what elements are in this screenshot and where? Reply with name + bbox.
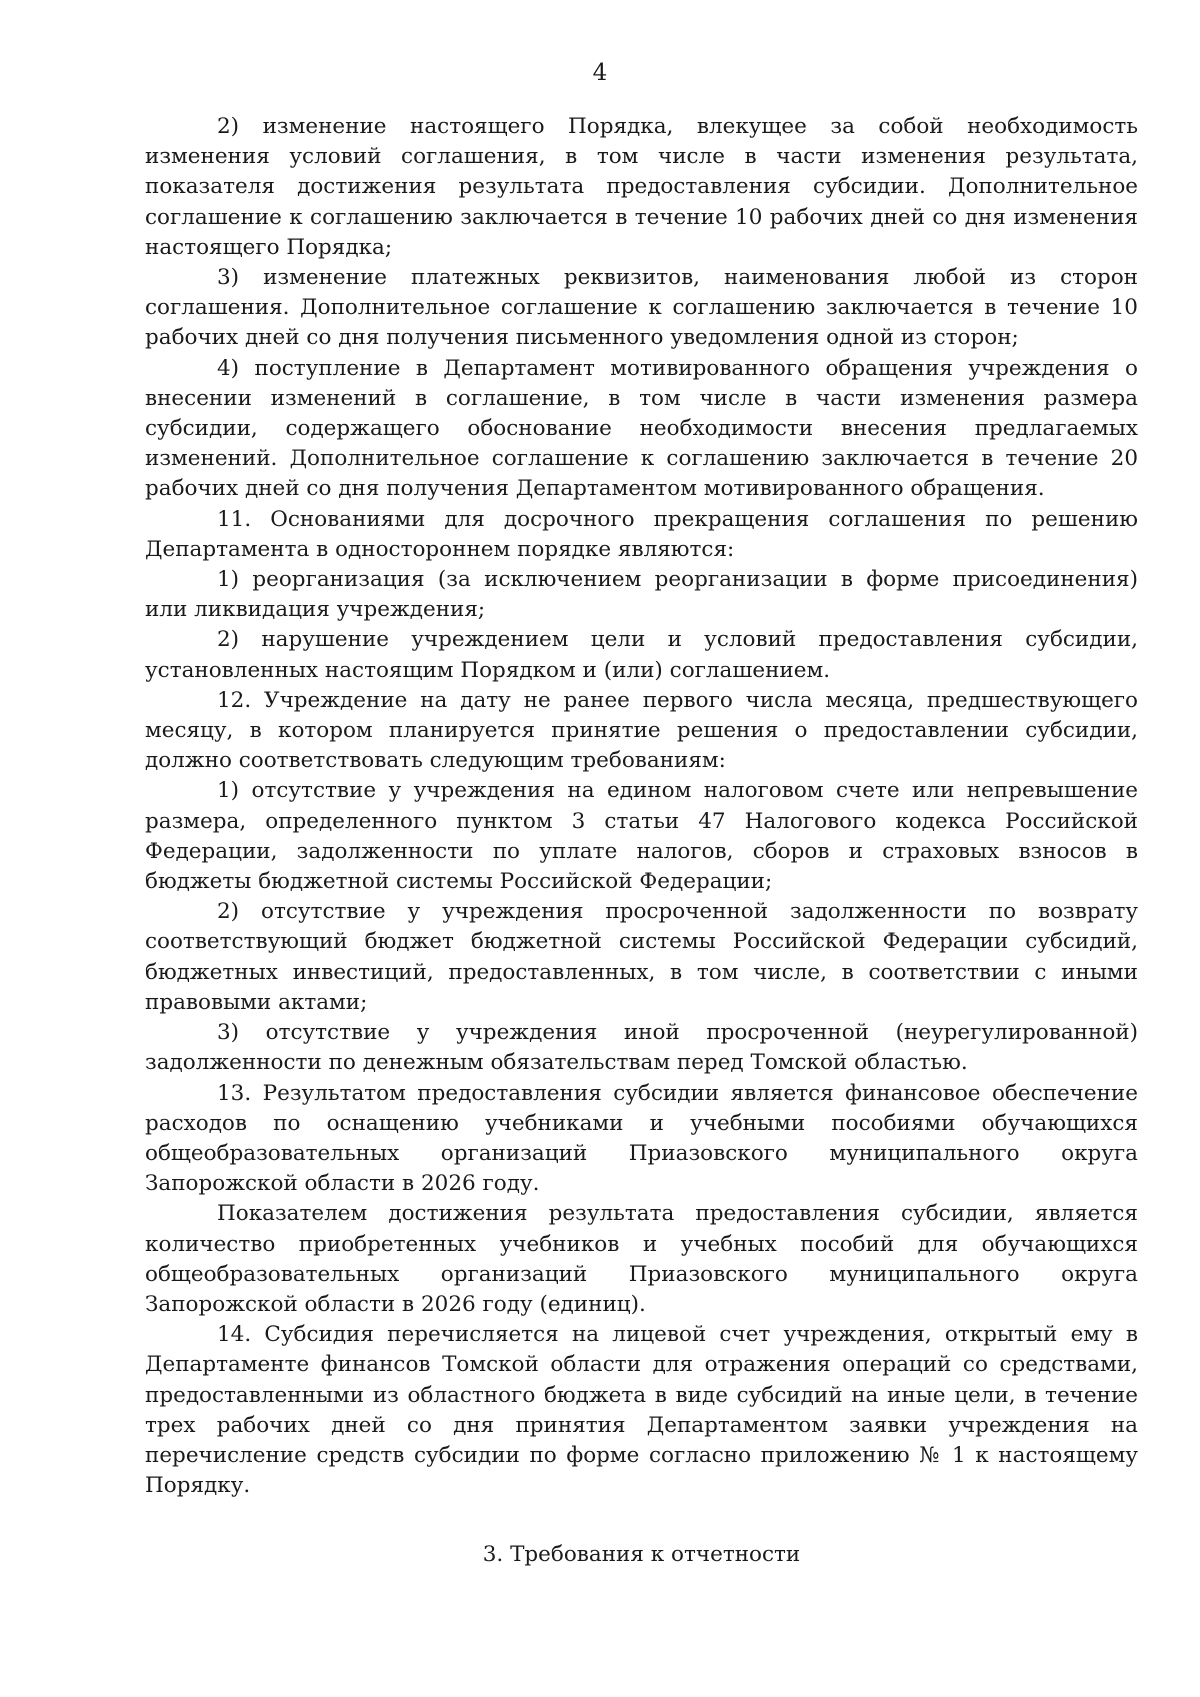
paragraph-clause-11: 11. Основаниями для досрочного прекращения соглашения по решению Департамента в одностороннем порядке являются: xyxy=(145,506,1138,562)
paragraph-clause-12-item-1: 1) отсутствие у учреждения на едином налоговом счете или непревышение размера, определенного пунктом 3 статьи 47 Налогового кодекса Российской Федерации, задолженности по уплате налогов, сборов и страховых взносов в бюджеты бюджетной системы Российской Федерации; xyxy=(145,778,1138,895)
paragraph-clause-12-item-2: 2) отсутствие у учреждения просроченной задолженности по возврату соответствующий бюджет бюджетной системы Российской Федерации субсидий, бюджетных инвестиций, предоставленных, в том числе, в соответствии с иными правовыми актами; xyxy=(145,899,1138,1015)
document-body xyxy=(145,112,1138,1567)
paragraph-clause-14: 14. Субсидия перечисляется на лицевой счет учреждения, открытый ему в Департаменте финансов Томской области для отражения операций со средствами, предоставленными из областного бюджета в виде субсидий на иные цели, в течение трех рабочих дней со дня принятия Департаментом заявки учреждения на перечисление средств субсидии по форме согласно приложению № 1 к настоящему Порядку. xyxy=(145,1322,1138,1499)
paragraph-clause-12-item-3: 3) отсутствие у учреждения иной просроченной (неурегулированной) задолженности по денежным обязательствам перед Томской областью. xyxy=(145,1020,1138,1076)
paragraph-clause-11-item-2: 2) нарушение учреждением цели и условий предоставления субсидии, установленных настоящим Порядком и (или) соглашением. xyxy=(145,627,1138,683)
paragraph-clause-12: 12. Учреждение на дату не ранее первого числа месяца, предшествующего месяцу, в котором планируется принятие решения о предоставлении субсидии, должно соответствовать следующим требованиям: xyxy=(145,687,1138,774)
paragraph-item-2-amendment: 2) изменение настоящего Порядка, влекущее за собой необходимость изменения условий соглашения, в том числе в части изменения результата, показателя достижения результата предоставления субсидии. Дополнительное соглашение к соглашению заключается в течение 10 рабочих дней со дня изменения настоящего Порядка; xyxy=(145,114,1138,260)
page-number: 4 xyxy=(592,60,608,86)
paragraph-item-4-request: 4) поступление в Департамент мотивированного обращения учреждения о внесении изменений в соглашение, в том числе в части изменения размера субсидии, содержащего обоснование необходимости внесения предлагаемых изменений. Дополнительное соглашение к соглашению заключается в течение 20 рабочих дней со дня получения Департаментом мотивированного обращения. xyxy=(145,355,1138,502)
paragraph-item-3-requisites: 3) изменение платежных реквизитов, наименования любой из сторон соглашения. Дополнительное соглашение к соглашению заключается в течение 10 рабочих дней со дня получения письменного уведомления одной из сторон; xyxy=(145,265,1138,351)
paragraph-indicator: Показателем достижения результата предоставления субсидии, является количество приобретенных учебников и учебных пособий для обучающихся общеобразовательных организаций Приазовского муниципального округа Запорожской области в 2026 году (единиц). xyxy=(145,1201,1138,1317)
section-heading: 3. Требования к отчетности xyxy=(482,1542,801,1567)
paragraph-clause-11-item-1: 1) реорганизация (за исключением реорганизации в форме присоединения) или ликвидация учреждения; xyxy=(145,567,1138,623)
paragraph-clause-13: 13. Результатом предоставления субсидии является финансовое обеспечение расходов по оснащению учебниками и учебными пособиями обучающихся общеобразовательных организаций Приазовского муниципального округа Запорожской области в 2026 году. xyxy=(145,1080,1138,1197)
